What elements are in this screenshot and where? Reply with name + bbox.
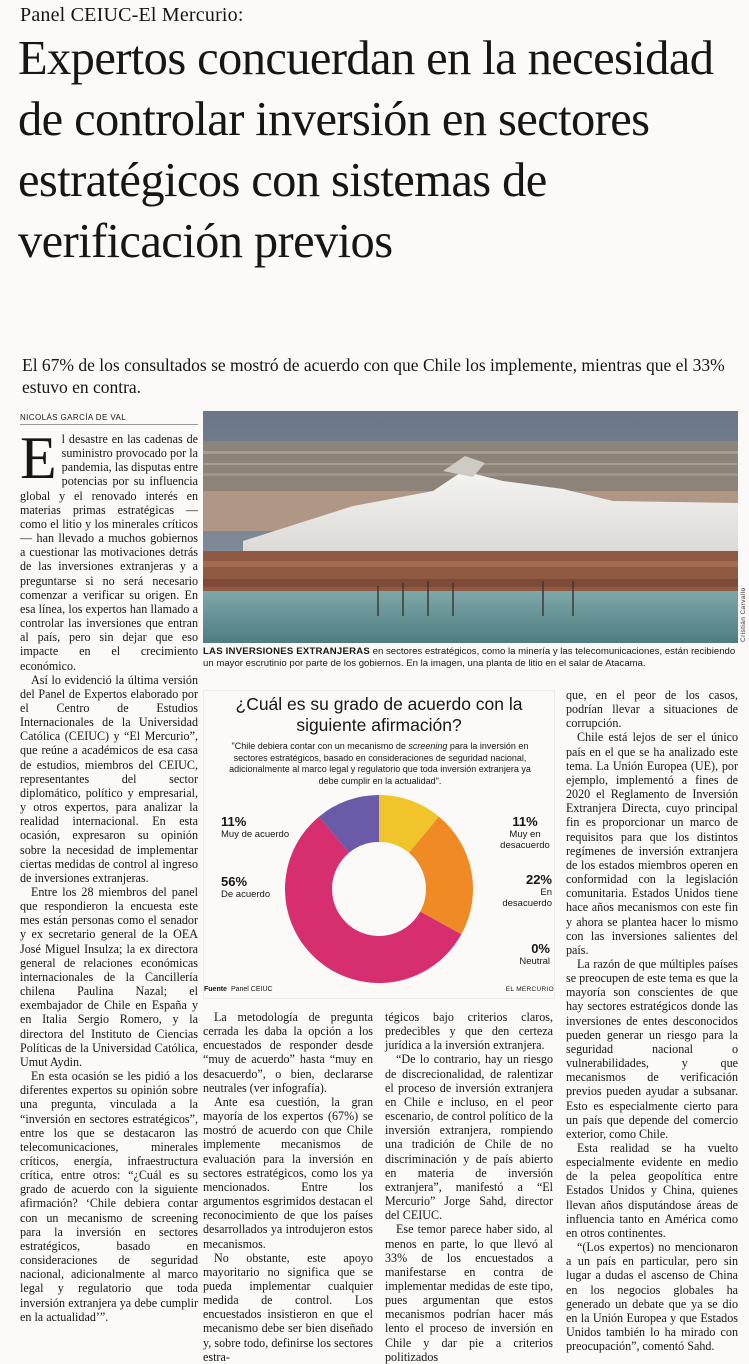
caption-text: en sectores estratégicos, como la minería y las telecomunicaciones, están recibiendo un mayor escrutinio por parte de los gobiernos. En la imagen, una planta de litio en el salar de Atacama. [203,646,736,669]
caption-lead: LAS INVERSIONES EXTRANJERAS [203,646,370,657]
label-muy-en-desacuerdo [500,814,550,851]
infographic-source [204,986,273,993]
paragraph: En esta ocasión se les pidió a los diferentes expertos su opinión sobre una pregunta, vinculada a la “inversión en sectores estratégicos”, entre los que se destacaron las telecomunicaciones, minerales críticos, energía, infraestructura crítica, entre otros: “¿Cuál es su grado de acuerdo con la siguiente afirmación? ‘Chile debiera contar con un mecanismo de screening para la inversión en sectores estratégicos, basado en consideraciones de seguridad nacional, adicionalmente al marco legal y regulatorio que toda inversión extranjera ya debe cumplir en la actualidad’”. [20,1069,198,1324]
paragraph: Esta realidad se ha vuelto especialmente evidente en medio de la pelea geopolítica entre Estados Unidos y China, quienes llevan años disputándose áreas de influencia tanto en América como en otros continentes. [566,1141,738,1240]
label-en-desacuerdo [498,872,552,909]
infographic-title: ¿Cuál es su grado de acuerdo con la siguiente afirmación? [235,694,523,735]
article-column-4 [566,688,738,1353]
paragraph: “De lo contrario, hay un riesgo de discrecionalidad, de ralentizar el proceso de inversión extranjera en Chile e incluso, en el peor escenario, de control político de la inversión extranjera, rompiendo una tradición de Chile de no discriminación y de país abierto en materia de inversión extranjera”, manifestó a “El Mercurio” Jorge Sahd, director del CEIUC. [385,1052,553,1223]
question-pre: "Chile debiera contar con un mecanismo de [231,741,409,751]
source-label: Fuente [204,986,227,993]
paragraph [20,425,199,673]
paragraph: La razón de que múltiples países se preocupen de este tema es que la mayoría son conscientes de que hay sectores estratégicos donde las inversiones de entes desconocidos pueden generar un riesgo para la seguridad nacional o vulnerabilidades, y que mecanismos de verificación previos pueden ayudar a subsanar. Esto es especialmente cierto para un país que depende del comercio exterior, como Chile. [566,956,738,1141]
pct-muy-en-desacuerdo: 11% [512,814,538,829]
paragraph: La metodología de pregunta cerrada les daba la opción a los encuestados de responder desde “muy de acuerdo” hasta “muy en desacuerdo”, o bien, declararse neutrales (ver infografía). [203,1010,373,1095]
pct-en-desacuerdo: 22% [525,872,552,887]
cat-muy-en-desacuerdo: Muy en desacuerdo [500,829,550,851]
byline: NICOLÁS GARCÍA DE VAL [20,413,198,425]
photo-caption [203,646,738,670]
paragraph: Ese temor parece haber sido, al menos en parte, lo que llevó al 33% de los encuestados a manifestarse en contra de implementar medidas de este tipo, pues argumentan que estos mecanismos podrían hacer más lento el proceso de inversión en Chile y dar pie a criterios politizados [385,1222,553,1364]
paragraph: Ante esa cuestión, la gran mayoría de los expertos (67%) se mostró de acuerdo con que Chile implemente mecanismos de evaluación para la inversión en sectores estratégicos, como los ya mencionados. Entre los argumentos esgrimidos destacan el reconocimiento de que los países desarrollados ya introdujeron estos mecanismos. [203,1094,373,1251]
deck: El 67% de los consultados se mostró de acuerdo con que Chile los implemente, mientras que el 33% estuvo en contra. [22,355,725,397]
infographic [203,690,555,999]
pct-de-acuerdo: 56% [221,874,248,889]
label-de-acuerdo [221,874,270,900]
paragraph: que, en el peor de los casos, podrían llevar a situaciones de corrupción. [566,688,738,731]
drop-cap: E [20,425,57,491]
article-column-3 [385,1010,553,1364]
cat-de-acuerdo: De acuerdo [221,889,271,900]
paragraph: “(Los expertos) no mencionaron a un país en particular, pero sin lugar a dudas el ascenso de China en los negocios globales ha generado un debate que ya se dio en la Unión Europea y que Estados Unidos también lo ha mirado con preocupación”, comentó Sahd. [566,1240,738,1354]
source-name: Panel CEIUC [230,986,273,993]
paragraph: No obstante, este apoyo mayoritario no significa que se pueda implementar cualquier medida de control. Los encuestados insistieron en que el mecanismo debe ser bien diseñado y, sobre todo, definirse los sectores estra- [203,1250,373,1364]
pct-neutral: 0% [531,941,550,956]
cat-muy-de-acuerdo: Muy de acuerdo [221,829,290,840]
headline: Expertos concuerdan en la necesidad de controlar inversión en sectores estratégicos con sistemas de verificación previos [18,32,714,268]
cat-neutral: Neutral [519,956,550,967]
label-neutral [500,941,550,967]
lithium-plant-photo [203,411,738,643]
paragraph: Así lo evidenció la última versión del Panel de Expertos elaborado por el Centro de Estudios Internacionales de la Universidad Católica (CEIUC) y “El Mercurio”, que reúne a académicos de esa casa de estudios, miembros del CEIUC, representantes del sector diplomático, político y empresarial, y otros expertos, para analizar la realidad internacional. En esta ocasión, expresaron su opinión sobre la necesidad de implementar ciertas medidas de control al ingreso de inversiones extranjeras. [20,672,198,885]
article-column-1 [20,425,199,1324]
article-column-2 [203,1010,373,1364]
photo-illustration [203,411,738,643]
paragraph: Entre los 28 miembros del panel que respondieron la encuesta este mes están personas como el senador y ex secretario general de la OEA José Miguel Insulza; la ex directora general de relaciones económicas internacionales de la Cancillería chilena Paulina Nazal; el exembajador de Chile en España y en Italia Sergio Romero, y la directora del Instituto de Ciencias Políticas de la Universidad Católica, Umut Aydin. [20,885,198,1069]
pct-muy-de-acuerdo: 11% [221,814,247,829]
photo-credit: Cristián Carvallo [740,587,747,642]
label-muy-de-acuerdo [221,814,289,840]
kicker: Panel CEIUC-El Mercurio: [20,4,244,26]
paragraph: Chile está lejos de ser el único país en el que se ha analizado este tema. La Unión Europea (UE), por ejemplo, implementó a fines de 2020 el Reglamento de Inversión Extranjera Directa, cuyo principal fin es proporcionar un marco de requisitos para que los distintos regímenes de inversión extranjera de los estados miembros operen en conformidad con la legislación comunitaria. Estados Unidos tiene hace años mecanismos con este fin y ahora se plantea hacer lo mismo con las inversiones salientes del país. [566,730,738,957]
cat-en-desacuerdo: En desacuerdo [502,887,552,909]
infographic-brand: EL MERCURIO [505,986,554,993]
paragraph: tégicos bajo criterios claros, predecibles y que den certeza jurídica a la inversión extranjera. [385,1010,553,1053]
paragraph-text: l desastre en las cadenas de suministro provocado por la pandemia, las disputas entre potencias por su influencia global y el renovado interés en materias primas estratégicas —como el litio y los minerales críticos— han llevado a muchos gobiernos a cuestionar las motivaciones detrás de las inversiones extranjeras y a preguntarse si no será necesario comenzar a verificar su origen. En esa línea, los expertos han llamado a controlar las inversiones que entran al país, pero sin dejar que eso impacte en el crecimiento económico. [20,432,199,673]
question-post: para la inversión en sectores estratégicos, basado en consideraciones de seguridad nacional, adicionalmente al marco legal y regulatorio que toda inversión extranjera ya debe cumplir en la actualidad". [229,741,531,786]
question-emphasis: screening [408,741,448,751]
